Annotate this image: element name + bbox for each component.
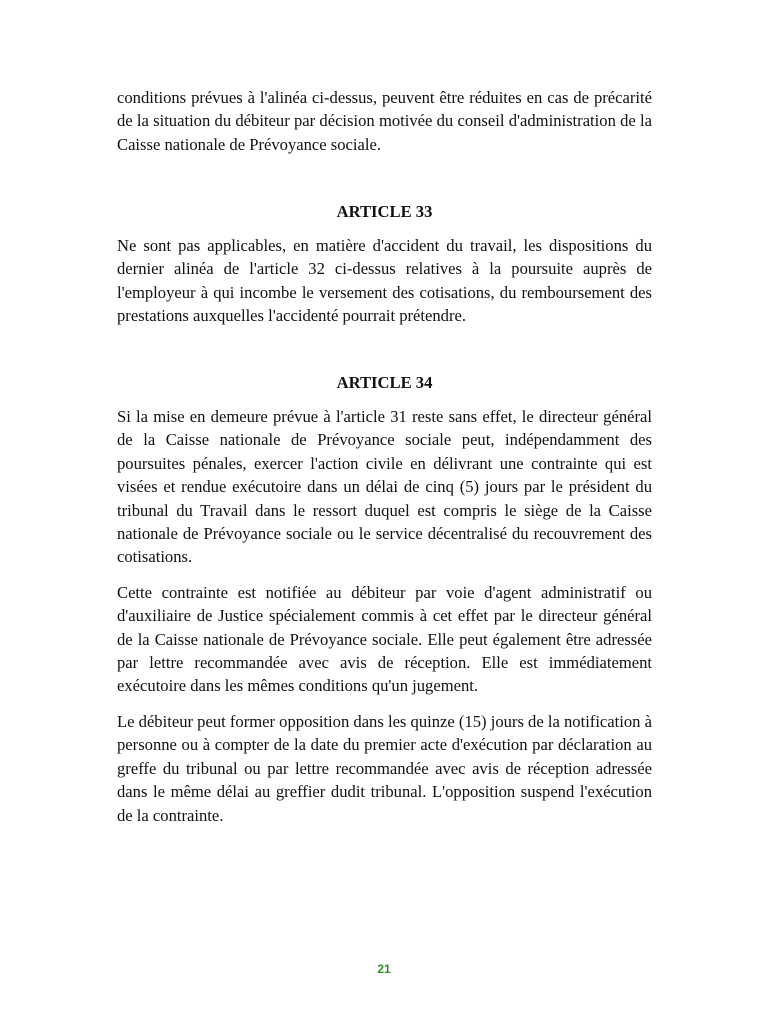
article-33-paragraph-1: Ne sont pas applicables, en matière d'accident du travail, les dispositions du dernier alinéa de l'article 32 ci-dessus relatives à la poursuite auprès de l'employeur à qui incombe le versement des cotisations, du remboursement des prestations auxquelles l'accidenté pourrait prétendre. [117, 236, 652, 326]
article-33-heading-block [117, 200, 652, 223]
intro-paragraph: conditions prévues à l'alinéa ci-dessus, peuvent être réduites en cas de précarité de la situation du débiteur par décision motivée du conseil d'administration de la Caisse nationale de Prévoyance sociale. [117, 88, 652, 154]
article-33-heading: ARTICLE 33 [336, 202, 433, 221]
article-34-paragraph-3: Le débiteur peut former opposition dans les quinze (15) jours de la notification à personne ou à compter de la date du premier acte d'exécution par déclaration au greffe du tribunal ou par lettre recommandée avec avis de réception adressée dans le même délai au greffier dudit tribunal. L'opposition suspend l'exécution de la contrainte. [117, 711, 652, 825]
intro-section [117, 86, 652, 156]
article-34-heading: ARTICLE 34 [336, 373, 433, 392]
article-34-body [117, 405, 652, 827]
article-34-paragraph-1: Si la mise en demeure prévue à l'article 31 reste sans effet, le directeur général de la Caisse nationale de Prévoyance sociale peut, indépendamment des poursuites pénales, exercer l'action civile en délivrant une contrainte qui est visées et rendue exécutoire dans un délai de cinq (5) jours par le président du tribunal du Travail dans le ressort duquel est compris le siège de la Caisse nationale de Prévoyance sociale ou le service décentralisé du recouvrement des cotisations. [117, 407, 652, 567]
page-number: 21 [377, 962, 391, 976]
article-34-paragraph-2: Cette contrainte est notifiée au débiteur par voie d'agent administratif ou d'auxiliaire de Justice spécialement commis à cet effet par le directeur général de la Caisse nationale de Prévoyance sociale. Elle peut également être adressée par lettre recommandée avec avis de réception. Elle est immédiatement exécutoire dans les mêmes conditions qu'un jugement. [117, 582, 652, 696]
article-33-body [117, 234, 652, 328]
article-34-heading-block [117, 371, 652, 394]
